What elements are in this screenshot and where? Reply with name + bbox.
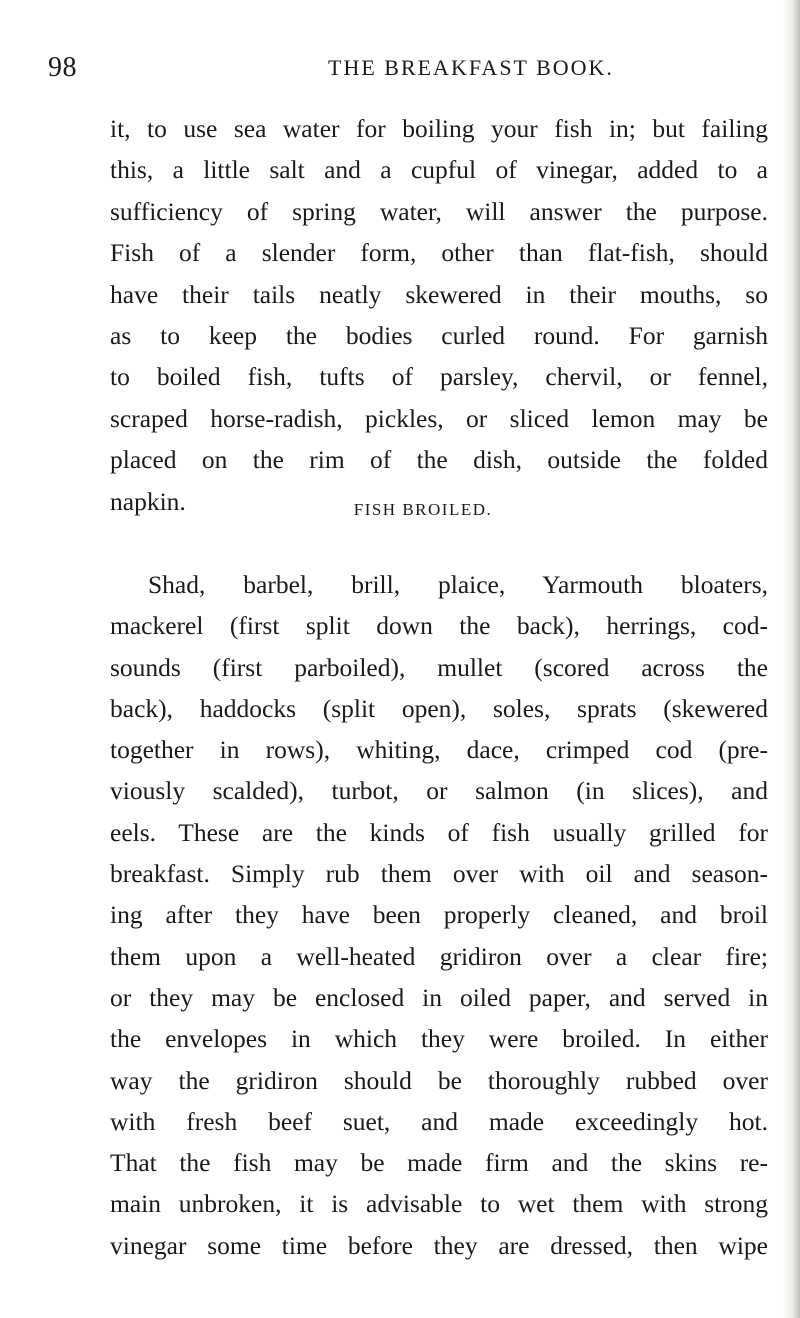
text-line: the envelopes in which they were broiled. In either — [110, 1024, 768, 1054]
text-line: have their tails neatly skewered in their mouths, so — [110, 279, 768, 309]
text-line: as to keep the bodies curled round. For garnish — [110, 320, 768, 350]
text-line: them upon a well-heated gridiron over a clear fire; — [110, 941, 768, 971]
text-line: with fresh beef suet, and made exceedingly hot. — [110, 1106, 768, 1136]
page-edge-shadow — [782, 0, 800, 1318]
text-line: together in rows), whiting, dace, crimped cod (pre- — [110, 735, 768, 765]
paragraph-fish-broiled — [110, 564, 768, 1266]
text-line: napkin. — [110, 486, 186, 516]
text-line: vinegar some time before they are dressed, then wipe — [110, 1230, 768, 1260]
paragraph-continuation — [110, 108, 768, 522]
text-line: ing after they have been properly cleaned, and broil — [110, 900, 768, 930]
text-line: placed on the rim of the dish, outside the folded — [110, 445, 768, 475]
section-heading — [0, 500, 800, 520]
text-line: viously scalded), turbot, or salmon (in slices), and — [110, 776, 768, 806]
text-line: back), haddocks (split open), soles, sprats (skewered — [110, 693, 768, 723]
text-line: mackerel (first split down the back), herrings, cod- — [110, 611, 768, 641]
running-head: THE BREAKFAST BOOK. — [328, 55, 614, 80]
text-line: it, to use sea water for boiling your fish in; but failing — [110, 114, 768, 143]
text-line: main unbroken, it is advisable to wet them with strong — [110, 1189, 768, 1219]
text-line: way the gridiron should be thoroughly rubbed over — [110, 1065, 768, 1095]
text-line: Fish of a slender form, other than flat-fish, should — [110, 238, 768, 268]
text-line: scraped horse-radish, pickles, or sliced lemon may be — [110, 403, 768, 433]
page-header — [48, 52, 768, 84]
page-number: 98 — [48, 52, 77, 83]
text-line: to boiled fish, tufts of parsley, chervil, or fennel, — [110, 362, 768, 392]
text-line: sounds (first parboiled), mullet (scored across the — [110, 652, 768, 682]
text-line: this, a little salt and a cupful of vinegar, added to a — [110, 155, 768, 185]
text-line: sufficiency of spring water, will answer the purpose. — [110, 196, 768, 226]
text-line: or they may be enclosed in oiled paper, and served in — [110, 982, 768, 1012]
text-line: eels. These are the kinds of fish usually grilled for — [110, 817, 768, 847]
text-line: breakfast. Simply rub them over with oil and season- — [110, 859, 768, 889]
text-line: That the fish may be made firm and the skins re- — [110, 1148, 768, 1178]
section-heading-text: FISH BROILED. — [353, 500, 493, 519]
text-line: Shad, barbel, brill, plaice, Yarmouth bloaters, — [148, 570, 768, 599]
